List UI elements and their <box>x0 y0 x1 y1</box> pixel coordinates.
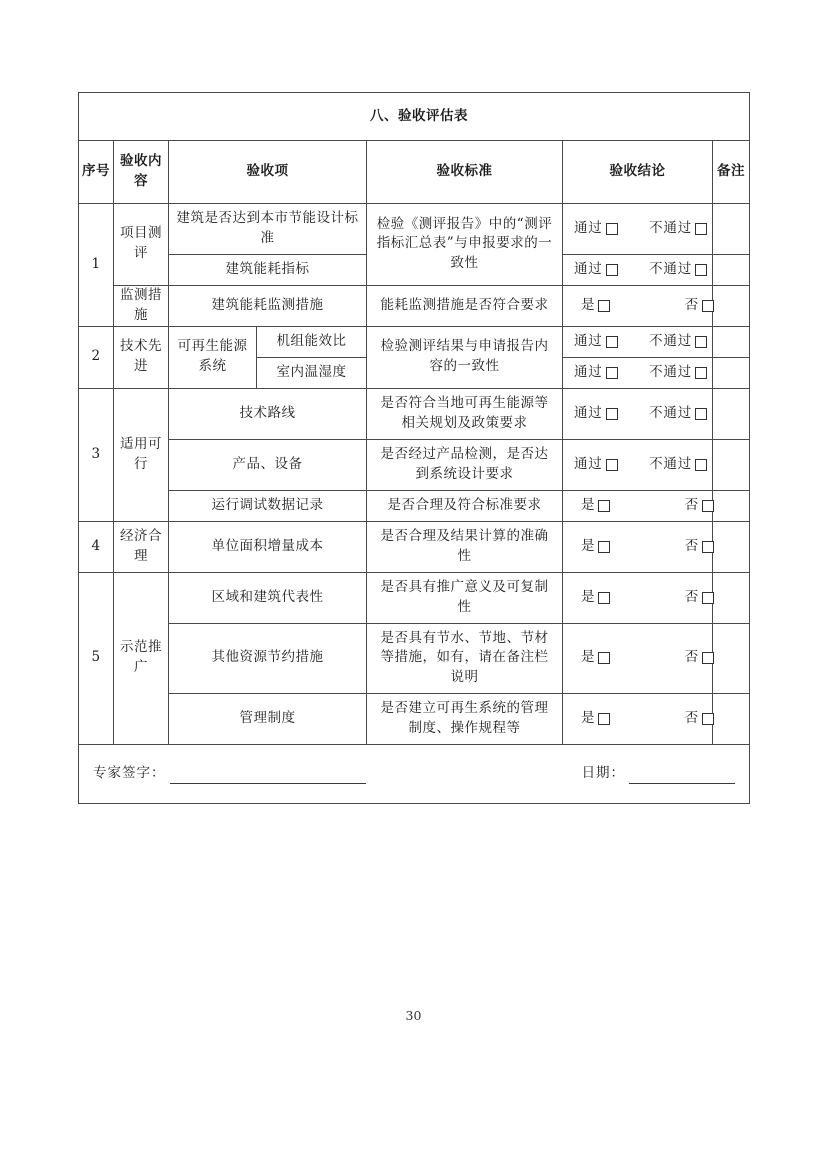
cell-content: 技术先进 <box>114 326 169 388</box>
header-standard: 验收标准 <box>367 141 563 204</box>
table-header-row <box>79 141 750 204</box>
checkbox-label-yes: 是 <box>581 537 596 554</box>
expert-signature-label: 专家签字： <box>93 765 166 782</box>
checkbox-label-pass: 通过 <box>574 332 603 349</box>
checkbox-no[interactable] <box>702 541 714 553</box>
checkbox-option-yes[interactable] <box>581 496 610 516</box>
cell-standard: 检验《测评报告》中的“测评指标汇总表”与申报要求的一致性 <box>367 204 563 286</box>
checkbox-label-no: 否 <box>684 296 699 313</box>
checkbox-option-fail[interactable] <box>649 332 707 352</box>
checkbox-label-no: 否 <box>684 588 699 605</box>
page-title: 八、验收评估表 <box>79 93 750 141</box>
cell-content: 监测措施 <box>114 285 169 326</box>
checkbox-fail[interactable] <box>695 408 707 420</box>
cell-conclusion <box>563 254 713 285</box>
cell-item: 区域和建筑代表性 <box>169 572 367 623</box>
checkbox-option-yes[interactable] <box>581 709 610 729</box>
checkbox-label-fail: 不通过 <box>649 332 692 349</box>
cell-remark[interactable] <box>713 285 750 326</box>
checkbox-option-no[interactable] <box>685 709 714 729</box>
checkbox-option-pass[interactable] <box>574 455 618 475</box>
checkbox-option-no[interactable] <box>685 296 714 316</box>
cell-remark[interactable] <box>713 490 750 521</box>
cell-conclusion <box>563 439 713 490</box>
cell-remark[interactable] <box>713 694 750 745</box>
cell-conclusion <box>563 326 713 357</box>
cell-content: 适用可行 <box>114 388 169 521</box>
checkbox-option-pass[interactable] <box>574 363 618 383</box>
checkbox-label-yes: 是 <box>581 496 596 513</box>
cell-remark[interactable] <box>713 254 750 285</box>
checkbox-no[interactable] <box>702 592 714 604</box>
cell-seq: 2 <box>79 326 114 388</box>
checkbox-yes[interactable] <box>598 500 610 512</box>
cell-standard: 是否具有推广意义及可复制性 <box>367 572 563 623</box>
cell-seq: 5 <box>79 572 114 745</box>
checkbox-label-pass: 通过 <box>574 219 603 236</box>
checkbox-yes[interactable] <box>598 541 610 553</box>
checkbox-label-fail: 不通过 <box>649 404 692 421</box>
cell-conclusion <box>563 623 713 694</box>
table-row <box>79 694 750 745</box>
cell-subgroup: 可再生能源系统 <box>169 326 257 388</box>
checkbox-label-pass: 通过 <box>574 455 603 472</box>
checkbox-option-no[interactable] <box>685 537 714 557</box>
cell-item: 产品、设备 <box>169 439 367 490</box>
cell-conclusion <box>563 388 713 439</box>
acceptance-evaluation-table <box>78 92 750 804</box>
expert-signature-field[interactable] <box>170 769 366 784</box>
checkbox-option-yes[interactable] <box>581 588 610 608</box>
checkbox-no[interactable] <box>702 300 714 312</box>
table-row <box>79 439 750 490</box>
checkbox-option-fail[interactable] <box>649 260 707 280</box>
checkbox-label-yes: 是 <box>581 296 596 313</box>
cell-conclusion <box>563 694 713 745</box>
checkbox-option-pass[interactable] <box>574 219 618 239</box>
page-number: 30 <box>405 1008 422 1023</box>
cell-item: 运行调试数据记录 <box>169 490 367 521</box>
signature-footer <box>79 745 750 804</box>
table-row <box>79 204 750 255</box>
checkbox-label-fail: 不通过 <box>649 219 692 236</box>
checkbox-no[interactable] <box>702 500 714 512</box>
table-title-row <box>79 93 750 141</box>
checkbox-fail[interactable] <box>695 264 707 276</box>
cell-conclusion <box>563 490 713 521</box>
checkbox-label-pass: 通过 <box>574 260 603 277</box>
cell-item: 建筑能耗监测措施 <box>169 285 367 326</box>
cell-remark[interactable] <box>713 623 750 694</box>
checkbox-pass[interactable] <box>606 264 618 276</box>
cell-item: 单位面积增量成本 <box>169 521 367 572</box>
cell-remark[interactable] <box>713 572 750 623</box>
cell-conclusion <box>563 285 713 326</box>
signature-row <box>79 745 750 804</box>
checkbox-option-fail[interactable] <box>649 404 707 424</box>
cell-conclusion <box>563 572 713 623</box>
checkbox-label-no: 否 <box>684 649 699 666</box>
checkbox-option-fail[interactable] <box>649 455 707 475</box>
cell-standard: 是否合理及符合标准要求 <box>367 490 563 521</box>
cell-standard: 能耗监测措施是否符合要求 <box>367 285 563 326</box>
checkbox-no[interactable] <box>702 713 714 725</box>
header-conclusion: 验收结论 <box>563 141 713 204</box>
cell-item: 管理制度 <box>169 694 367 745</box>
table-row <box>79 326 750 357</box>
header-remark: 备注 <box>713 141 750 204</box>
cell-item: 室内温湿度 <box>257 357 367 388</box>
table-row <box>79 490 750 521</box>
checkbox-label-fail: 不通过 <box>649 455 692 472</box>
header-item: 验收项 <box>169 141 367 204</box>
checkbox-pass[interactable] <box>606 223 618 235</box>
date-label: 日期： <box>581 765 626 782</box>
checkbox-option-yes[interactable] <box>581 537 610 557</box>
table-row <box>79 623 750 694</box>
cell-content: 示范推广 <box>114 572 169 745</box>
checkbox-yes[interactable] <box>598 713 610 725</box>
checkbox-label-pass: 通过 <box>574 404 603 421</box>
cell-standard: 是否经过产品检测，是否达到系统设计要求 <box>367 439 563 490</box>
checkbox-label-pass: 通过 <box>574 363 603 380</box>
checkbox-option-yes[interactable] <box>581 296 610 316</box>
checkbox-label-fail: 不通过 <box>649 260 692 277</box>
cell-standard: 是否符合当地可再生能源等相关规划及政策要求 <box>367 388 563 439</box>
cell-item: 建筑能耗指标 <box>169 254 367 285</box>
checkbox-pass[interactable] <box>606 459 618 471</box>
table-row <box>79 388 750 439</box>
checkbox-fail[interactable] <box>695 459 707 471</box>
cell-content: 经济合理 <box>114 521 169 572</box>
checkbox-yes[interactable] <box>598 652 610 664</box>
checkbox-option-fail[interactable] <box>649 219 707 239</box>
checkbox-label-no: 否 <box>684 710 699 727</box>
checkbox-option-yes[interactable] <box>581 648 610 668</box>
checkbox-label-yes: 是 <box>581 588 596 605</box>
cell-item: 其他资源节约措施 <box>169 623 367 694</box>
cell-item: 建筑是否达到本市节能设计标准 <box>169 204 367 255</box>
checkbox-option-fail[interactable] <box>649 363 707 383</box>
checkbox-label-yes: 是 <box>581 649 596 666</box>
checkbox-fail[interactable] <box>695 336 707 348</box>
checkbox-no[interactable] <box>702 652 714 664</box>
date-field[interactable] <box>629 769 735 784</box>
cell-item: 机组能效比 <box>257 326 367 357</box>
cell-remark[interactable] <box>713 521 750 572</box>
checkbox-label-no: 否 <box>684 537 699 554</box>
checkbox-label-no: 否 <box>684 496 699 513</box>
checkbox-pass[interactable] <box>606 336 618 348</box>
cell-standard: 是否建立可再生系统的管理制度、操作规程等 <box>367 694 563 745</box>
cell-remark[interactable] <box>713 204 750 255</box>
checkbox-label-fail: 不通过 <box>649 363 692 380</box>
checkbox-yes[interactable] <box>598 300 610 312</box>
cell-seq: 1 <box>79 204 114 327</box>
checkbox-fail[interactable] <box>695 367 707 379</box>
cell-remark[interactable] <box>713 388 750 439</box>
cell-conclusion <box>563 357 713 388</box>
cell-standard: 是否合理及结果计算的准确性 <box>367 521 563 572</box>
checkbox-option-pass[interactable] <box>574 404 618 424</box>
checkbox-fail[interactable] <box>695 223 707 235</box>
header-seq: 序号 <box>79 141 114 204</box>
cell-remark[interactable] <box>713 357 750 388</box>
cell-standard: 检验测评结果与申请报告内容的一致性 <box>367 326 563 388</box>
checkbox-option-no[interactable] <box>685 648 714 668</box>
table-row <box>79 521 750 572</box>
cell-content: 项目测评 <box>114 204 169 286</box>
checkbox-label-yes: 是 <box>581 710 596 727</box>
table-row <box>79 572 750 623</box>
table-row <box>79 285 750 326</box>
cell-standard: 是否具有节水、节地、节材等措施，如有，请在备注栏说明 <box>367 623 563 694</box>
cell-item: 技术路线 <box>169 388 367 439</box>
cell-remark[interactable] <box>713 439 750 490</box>
cell-seq: 3 <box>79 388 114 521</box>
cell-seq: 4 <box>79 521 114 572</box>
cell-remark[interactable] <box>713 326 750 357</box>
cell-conclusion <box>563 521 713 572</box>
checkbox-option-no[interactable] <box>685 588 714 608</box>
checkbox-option-pass[interactable] <box>574 332 618 352</box>
checkbox-option-no[interactable] <box>685 496 714 516</box>
checkbox-pass[interactable] <box>606 367 618 379</box>
cell-conclusion <box>563 204 713 255</box>
checkbox-yes[interactable] <box>598 592 610 604</box>
header-content: 验收内容 <box>114 141 169 204</box>
checkbox-pass[interactable] <box>606 408 618 420</box>
checkbox-option-pass[interactable] <box>574 260 618 280</box>
